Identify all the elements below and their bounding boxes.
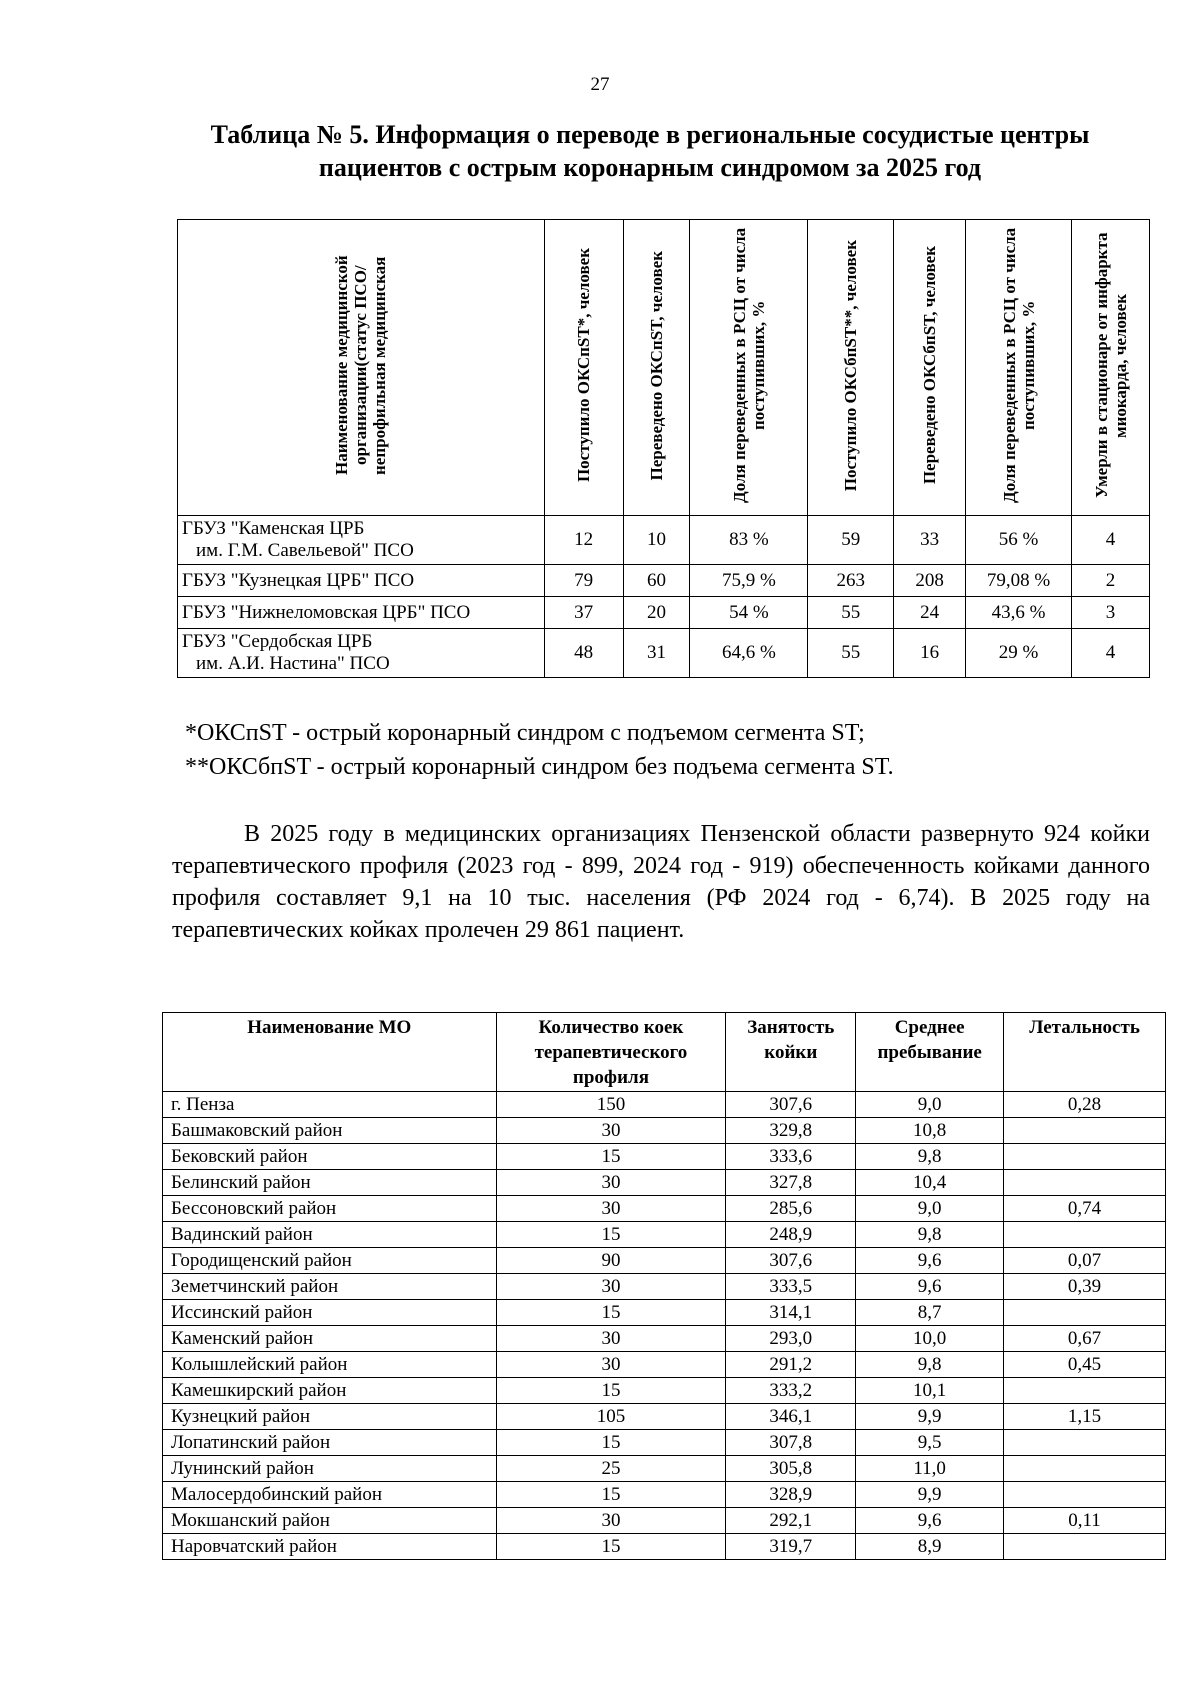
table-cell: 11,0 bbox=[856, 1456, 1004, 1482]
table-cell: 55 bbox=[808, 597, 894, 629]
table-cell: 0,45 bbox=[1004, 1352, 1166, 1378]
table-cell: 9,6 bbox=[856, 1274, 1004, 1300]
table-cell: 150 bbox=[496, 1092, 726, 1118]
table-cell: 9,6 bbox=[856, 1508, 1004, 1534]
table-cell: Земетчинский район bbox=[163, 1274, 497, 1300]
table-row bbox=[163, 1092, 1166, 1118]
column-header bbox=[690, 220, 808, 516]
table-row bbox=[163, 1222, 1166, 1248]
table-cell: г. Пенза bbox=[163, 1092, 497, 1118]
table-cell: 54 % bbox=[690, 597, 808, 629]
column-header-label: Доля переведенных в РСЦ от числа поступивших, % bbox=[729, 227, 768, 504]
table-row bbox=[163, 1144, 1166, 1170]
table-cell: 10 bbox=[623, 516, 690, 565]
table-cell: 56 % bbox=[966, 516, 1072, 565]
column-header-label: Доля переведенных в РСЦ от числа поступивших, % bbox=[999, 227, 1038, 504]
table-cell: Лунинский район bbox=[163, 1456, 497, 1482]
table-cell: 90 bbox=[496, 1248, 726, 1274]
table-cell: 33 bbox=[894, 516, 966, 565]
table-cell bbox=[1004, 1144, 1166, 1170]
column-header: Занятость койки bbox=[726, 1013, 856, 1092]
table-row bbox=[163, 1534, 1166, 1560]
column-header bbox=[966, 220, 1072, 516]
table-cell: Малосердобинский район bbox=[163, 1482, 497, 1508]
table-header-row bbox=[163, 1013, 1166, 1092]
table-cell: 16 bbox=[894, 629, 966, 678]
table-cell: 15 bbox=[496, 1534, 726, 1560]
table-cell: 64,6 % bbox=[690, 629, 808, 678]
table-row bbox=[163, 1300, 1166, 1326]
table-row bbox=[163, 1508, 1166, 1534]
organization-name bbox=[178, 516, 545, 565]
table-row bbox=[163, 1170, 1166, 1196]
table-cell: 0,07 bbox=[1004, 1248, 1166, 1274]
table-cell: 319,7 bbox=[726, 1534, 856, 1560]
page-number: 27 bbox=[590, 74, 610, 95]
table-row bbox=[163, 1404, 1166, 1430]
table-cell: 9,8 bbox=[856, 1222, 1004, 1248]
table-row bbox=[163, 1482, 1166, 1508]
column-header-label: Поступило ОКСпST*, человек bbox=[574, 248, 594, 483]
table-cell: 2 bbox=[1072, 565, 1150, 597]
table-cell: 12 bbox=[544, 516, 623, 565]
organization-name bbox=[178, 629, 545, 678]
table-header-row bbox=[178, 220, 1150, 516]
table-cell: Вадинский район bbox=[163, 1222, 497, 1248]
column-header-label: Поступило ОКСбпST**, человек bbox=[841, 239, 861, 492]
table-cell: 79 bbox=[544, 565, 623, 597]
table-cell: 10,4 bbox=[856, 1170, 1004, 1196]
table-cell: 305,8 bbox=[726, 1456, 856, 1482]
organization-name bbox=[178, 565, 545, 597]
table-cell: 333,6 bbox=[726, 1144, 856, 1170]
table-cell: 8,9 bbox=[856, 1534, 1004, 1560]
table-cell: 15 bbox=[496, 1300, 726, 1326]
table-cell: 30 bbox=[496, 1326, 726, 1352]
table-cell: 0,74 bbox=[1004, 1196, 1166, 1222]
table-cell: 9,8 bbox=[856, 1144, 1004, 1170]
organization-name-line: ГБУЗ "Каменская ЦРБ bbox=[182, 518, 365, 539]
column-header: Наименование МО bbox=[163, 1013, 497, 1092]
table-cell: 10,0 bbox=[856, 1326, 1004, 1352]
table-cell: 208 bbox=[894, 565, 966, 597]
table-cell: 60 bbox=[623, 565, 690, 597]
table-cell: 291,2 bbox=[726, 1352, 856, 1378]
table-row bbox=[163, 1196, 1166, 1222]
table-cell: 10,8 bbox=[856, 1118, 1004, 1144]
table-cell: 327,8 bbox=[726, 1170, 856, 1196]
table-cell: 8,7 bbox=[856, 1300, 1004, 1326]
column-header bbox=[808, 220, 894, 516]
column-header bbox=[623, 220, 690, 516]
table-cell: 346,1 bbox=[726, 1404, 856, 1430]
therapeutic-beds-table bbox=[162, 1012, 1166, 1560]
table-cell: 9,6 bbox=[856, 1248, 1004, 1274]
table-cell: 15 bbox=[496, 1430, 726, 1456]
table-cell: 30 bbox=[496, 1196, 726, 1222]
table-cell: 333,5 bbox=[726, 1274, 856, 1300]
table-cell: 15 bbox=[496, 1482, 726, 1508]
table-cell: 293,0 bbox=[726, 1326, 856, 1352]
table-cell: 0,39 bbox=[1004, 1274, 1166, 1300]
table-cell: Камешкирский район bbox=[163, 1378, 497, 1404]
table-cell: 263 bbox=[808, 565, 894, 597]
footnote-nstemi: **ОКСбпST - острый коронарный синдром без подъема сегмента ST. bbox=[185, 754, 894, 780]
organization-name-line: им. А.И. Настина" ПСО bbox=[196, 653, 390, 674]
table-cell: 15 bbox=[496, 1144, 726, 1170]
table-cell: 9,0 bbox=[856, 1092, 1004, 1118]
organization-name-line: им. Г.М. Савельевой" ПСО bbox=[196, 540, 414, 561]
table-row bbox=[163, 1274, 1166, 1300]
column-header bbox=[178, 220, 545, 516]
table-cell: 79,08 % bbox=[966, 565, 1072, 597]
column-header: Количество коек терапевтического профиля bbox=[496, 1013, 726, 1092]
table-cell: 25 bbox=[496, 1456, 726, 1482]
table-cell: 285,6 bbox=[726, 1196, 856, 1222]
column-header-label: Наименование медицинской организации(статус ПСО/непрофильная медицинская bbox=[332, 255, 390, 476]
table-cell: 29 % bbox=[966, 629, 1072, 678]
table-cell: 10,1 bbox=[856, 1378, 1004, 1404]
table-cell: 307,6 bbox=[726, 1092, 856, 1118]
table-cell: 48 bbox=[544, 629, 623, 678]
table-cell: Городищенский район bbox=[163, 1248, 497, 1274]
table-cell: 4 bbox=[1072, 629, 1150, 678]
table-cell: 4 bbox=[1072, 516, 1150, 565]
table-cell: Иссинский район bbox=[163, 1300, 497, 1326]
table-cell: 9,5 bbox=[856, 1430, 1004, 1456]
table-cell: 59 bbox=[808, 516, 894, 565]
table-cell bbox=[1004, 1456, 1166, 1482]
table-cell: 30 bbox=[496, 1274, 726, 1300]
table-cell: Наровчатский район bbox=[163, 1534, 497, 1560]
table-row bbox=[163, 1118, 1166, 1144]
table-cell: 24 bbox=[894, 597, 966, 629]
table-row bbox=[163, 1248, 1166, 1274]
table-cell bbox=[1004, 1378, 1166, 1404]
table-cell: Бековский район bbox=[163, 1144, 497, 1170]
table-row bbox=[163, 1352, 1166, 1378]
table-cell: 328,9 bbox=[726, 1482, 856, 1508]
body-paragraph bbox=[172, 818, 1150, 946]
table-cell bbox=[1004, 1430, 1166, 1456]
column-header-label: Умерли в стационаре от инфаркта миокарда, человек bbox=[1091, 232, 1130, 499]
table-cell: 30 bbox=[496, 1508, 726, 1534]
column-header: Летальность bbox=[1004, 1013, 1166, 1092]
table-cell: 83 % bbox=[690, 516, 808, 565]
table-cell: Белинский район bbox=[163, 1170, 497, 1196]
table-cell: 20 bbox=[623, 597, 690, 629]
table-cell: 1,15 bbox=[1004, 1404, 1166, 1430]
footnote-stemi: *ОКСпST - острый коронарный синдром с подъемом сегмента ST; bbox=[185, 720, 865, 746]
table-cell: 15 bbox=[496, 1222, 726, 1248]
organization-name-line: ГБУЗ "Сердобская ЦРБ bbox=[182, 631, 373, 652]
table-cell: 307,8 bbox=[726, 1430, 856, 1456]
table-cell: 75,9 % bbox=[690, 565, 808, 597]
table-cell bbox=[1004, 1118, 1166, 1144]
table-row bbox=[163, 1430, 1166, 1456]
acs-transfer-table bbox=[177, 219, 1150, 678]
table-cell: 31 bbox=[623, 629, 690, 678]
table-cell bbox=[1004, 1222, 1166, 1248]
table-cell: 314,1 bbox=[726, 1300, 856, 1326]
table-cell: 105 bbox=[496, 1404, 726, 1430]
table-row bbox=[163, 1456, 1166, 1482]
table-cell: 9,8 bbox=[856, 1352, 1004, 1378]
paragraph-text: В 2025 году в медицинских организациях Пензенской области развернуто 924 койки терапевтического профиля (2023 год - 899, 2024 год - 919) обеспеченность койками данного профиля составляет 9,1 на 10 тыс. населения (РФ 2024 год - 6,74). В 2025 году на терапевтических койках пролечен 29 861 пациент. bbox=[172, 821, 1150, 943]
organization-name-line: ГБУЗ "Кузнецкая ЦРБ" ПСО bbox=[182, 569, 415, 591]
table-row bbox=[178, 629, 1150, 678]
table-cell bbox=[1004, 1170, 1166, 1196]
column-header bbox=[894, 220, 966, 516]
table-cell: Мокшанский район bbox=[163, 1508, 497, 1534]
table-cell: 248,9 bbox=[726, 1222, 856, 1248]
table-row bbox=[163, 1378, 1166, 1404]
table-cell: Бессоновский район bbox=[163, 1196, 497, 1222]
organization-name-line: ГБУЗ "Нижнеломовская ЦРБ" ПСО bbox=[182, 601, 471, 623]
table-row bbox=[178, 516, 1150, 565]
table-title: Таблица № 5. Информация о переводе в региональные сосудистые центры пациентов с острым коронарным синдромом за 2025 год bbox=[210, 120, 1090, 182]
table-cell: 329,8 bbox=[726, 1118, 856, 1144]
table-cell: 333,2 bbox=[726, 1378, 856, 1404]
table-cell: 9,9 bbox=[856, 1404, 1004, 1430]
table-cell bbox=[1004, 1482, 1166, 1508]
table-cell: Башмаковский район bbox=[163, 1118, 497, 1144]
table-cell: Кузнецкий район bbox=[163, 1404, 497, 1430]
table-cell: 30 bbox=[496, 1118, 726, 1144]
table-row bbox=[163, 1326, 1166, 1352]
column-header-label: Переведено ОКСбпST, человек bbox=[920, 246, 940, 485]
table-cell bbox=[1004, 1534, 1166, 1560]
table-cell: 30 bbox=[496, 1352, 726, 1378]
table-cell: 292,1 bbox=[726, 1508, 856, 1534]
table-cell: 37 bbox=[544, 597, 623, 629]
table-cell: 0,11 bbox=[1004, 1508, 1166, 1534]
table-cell: Лопатинский район bbox=[163, 1430, 497, 1456]
table-cell bbox=[1004, 1300, 1166, 1326]
table-row bbox=[178, 565, 1150, 597]
column-header bbox=[1072, 220, 1150, 516]
table-cell: 0,67 bbox=[1004, 1326, 1166, 1352]
table-cell: Колышлейский район bbox=[163, 1352, 497, 1378]
column-header-label: Переведено ОКСпST, человек bbox=[646, 250, 666, 481]
table-cell: 43,6 % bbox=[966, 597, 1072, 629]
table-cell: 3 bbox=[1072, 597, 1150, 629]
table-row bbox=[178, 597, 1150, 629]
table-cell: 30 bbox=[496, 1170, 726, 1196]
table-cell: 9,0 bbox=[856, 1196, 1004, 1222]
table-cell: 307,6 bbox=[726, 1248, 856, 1274]
table-cell: 55 bbox=[808, 629, 894, 678]
organization-name bbox=[178, 597, 545, 629]
table-cell: 15 bbox=[496, 1378, 726, 1404]
table-cell: Каменский район bbox=[163, 1326, 497, 1352]
column-header bbox=[544, 220, 623, 516]
table-cell: 9,9 bbox=[856, 1482, 1004, 1508]
table-cell: 0,28 bbox=[1004, 1092, 1166, 1118]
column-header: Среднее пребывание bbox=[856, 1013, 1004, 1092]
